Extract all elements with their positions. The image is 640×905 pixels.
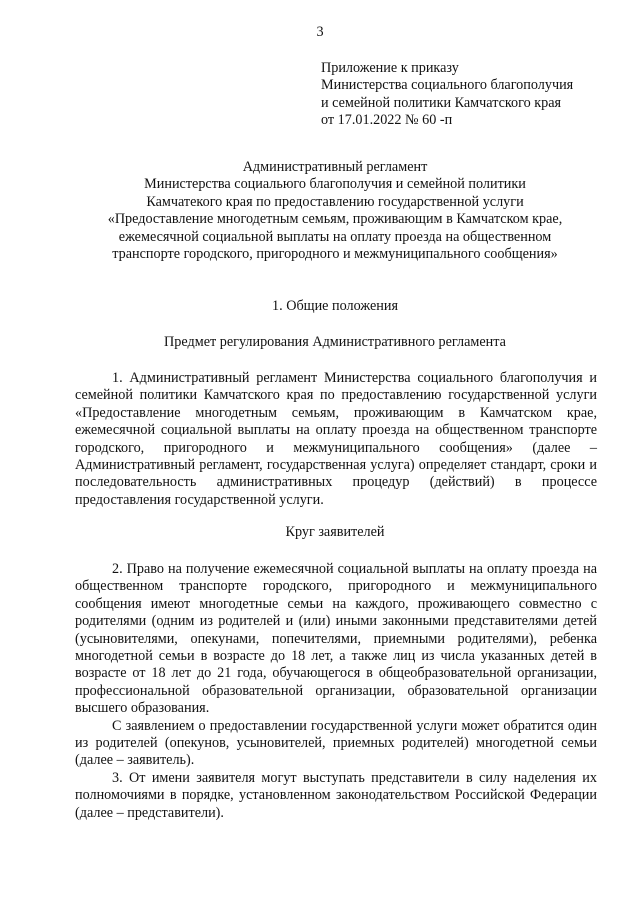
paragraph-3: 3. От имени заявителя могут выступать представители в силу наделения их полномочиями в порядке, установленном законодательством Российской Федерации (далее – представители). — [75, 769, 597, 821]
paragraph-2: 2. Право на получение ежемесячной социальной выплаты на оплату проезда на общественном транспорте городского, пригородного и межмуниципального сообщения имеют многодетные семьи на каждого, проживающего совместно с родителями (одним из родителей и (или) иными законными представителями детей (усыновителями, опекунами, попечителями, приемными родителями), ребенка многодетной семьи в возрасте до 18 лет, а также лиц из числа указанных детей в возрасте от 18 лет до 21 года, обучающегося в общеобразовательной организации, профессиональной образовательной организации, образовательной организации высшего образования. — [75, 561, 597, 717]
title-line: Камчатекого края по предоставлению государственной услуги — [146, 193, 524, 210]
regulation-title — [40, 159, 630, 263]
paragraph-1: 1. Административный регламент Министерства социального благополучия и семейной политики Камчатского края по предоставлению государственной услуги «Предоставление многодетным семьям, проживающим в Камчатском крае, ежемесячной социальной выплаты на оплату проезда на общественном транспорте городского, пригородного и межмуниципального сообщения» (далее – Административный регламент, государственная услуга) определяет стандарт, сроки и последовательность административных процедур (действий) в процессе предоставления государственной услуги. — [75, 370, 597, 508]
appendix-line: Приложение к приказу — [321, 60, 459, 76]
subheading-applicants: Круг заявителей — [285, 524, 385, 540]
subheading-subject: Предмет регулирования Административного регламента — [164, 334, 506, 350]
page-number: 3 — [316, 24, 324, 40]
title-line: Административный регламент — [242, 159, 428, 175]
paragraph-2b: С заявлением о предоставлении государственной услуги может обратится один из родителей (опекунов, усыновителей, приемных родителей) многодетной семьи (далее – заявитель). — [75, 717, 597, 769]
paragraph-1-block — [75, 370, 597, 509]
appendix-line: от 17.01.2022 № 60 -п — [321, 112, 453, 129]
title-line: ежемесячной социальной выплаты на оплату проезда на общественном — [118, 228, 552, 245]
appendix-line: Министерства социального благополучия — [321, 77, 574, 94]
appendix-reference — [321, 60, 621, 130]
section-heading: 1. Общие положения — [272, 298, 398, 314]
title-line: Министерства социальюго благополучия и семейной политики — [144, 176, 526, 193]
paragraph-2-block — [75, 561, 597, 822]
title-line: транспорте городского, пригородного и межмуниципального сообщения» — [112, 246, 558, 263]
appendix-line: и семейной политики Камчатского края — [321, 94, 562, 111]
title-line: «Предоставление многодетным семьям, проживающим в Камчатском крае, — [107, 211, 563, 228]
